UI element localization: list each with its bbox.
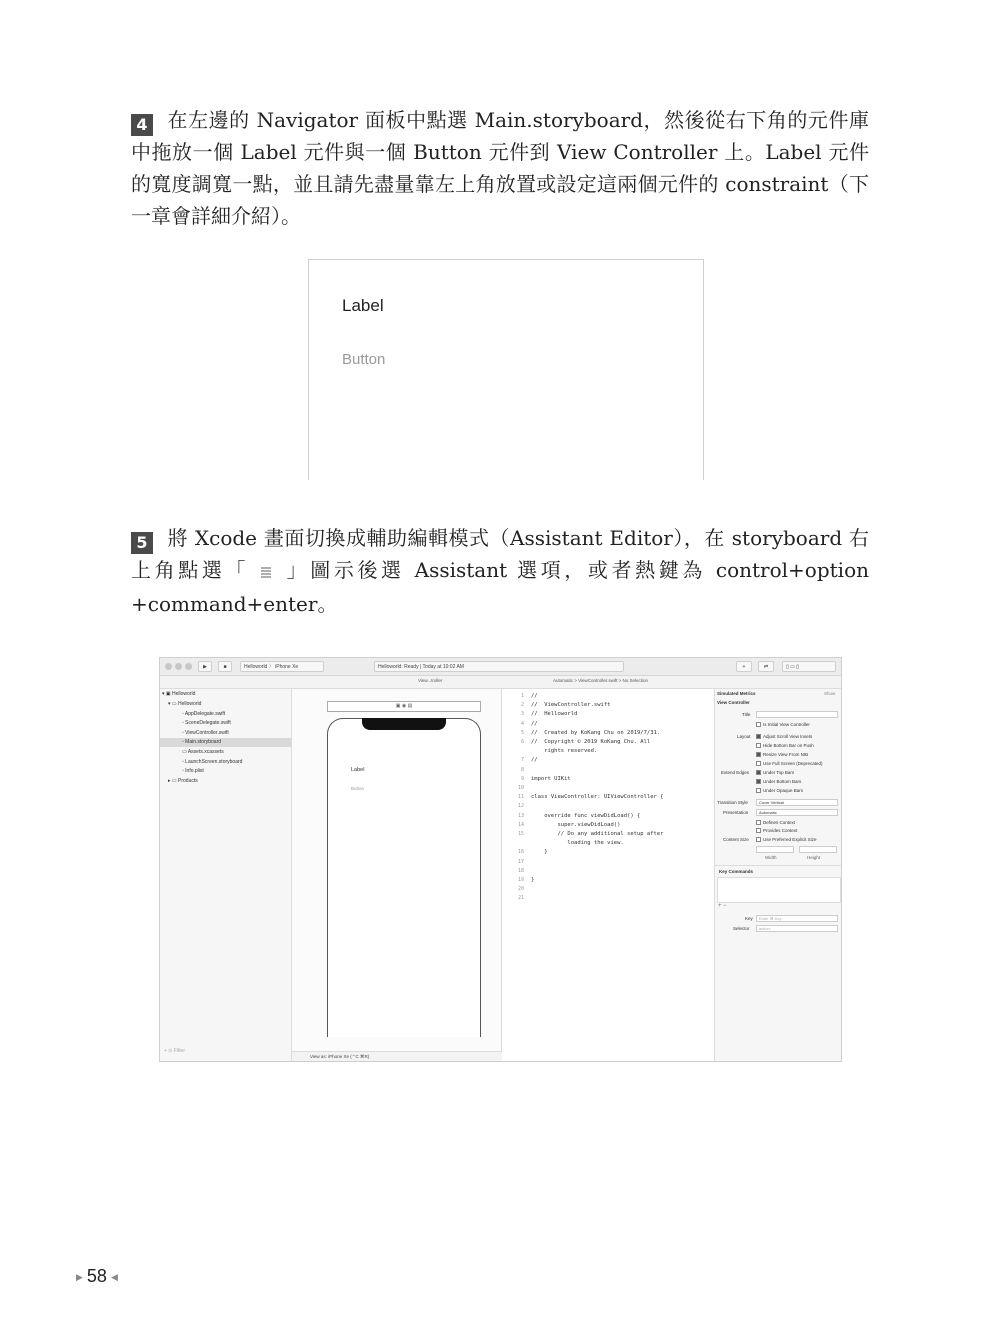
step-number-badge: 4 (131, 114, 153, 136)
line-number: 20 (517, 886, 524, 893)
line-number: 17 (517, 858, 524, 865)
line-number: 4 (520, 720, 524, 727)
nav-label: ViewController.swift (185, 730, 229, 736)
nav-item[interactable]: ◦ ViewController.swift (182, 730, 229, 736)
assistant-editor-icon (259, 556, 273, 588)
add-remove-buttons[interactable]: + − (718, 903, 727, 909)
line-number: 13 (517, 812, 524, 819)
iphone-frame (327, 718, 481, 1037)
nav-label: Main.storyboard (185, 739, 222, 745)
nav-label: Helloworld (178, 701, 202, 707)
insp-height: Height (807, 855, 821, 860)
nav-item[interactable]: ▭ Assets.xcassets (182, 749, 224, 755)
scheme-name: Helloworld (244, 664, 268, 670)
insp-hide-bottom-bar: Hide Bottom Bar on Push (763, 743, 814, 748)
line-number: 9 (520, 775, 524, 782)
hide-bottom-bar-checkbox[interactable] (756, 743, 761, 748)
under-bottom-bars-checkbox[interactable] (756, 779, 761, 784)
insp-under-bottom-bars: Under Bottom Bars (763, 779, 802, 784)
insp-width: Width (765, 855, 777, 860)
line-number: 2 (520, 702, 524, 709)
nav-item[interactable]: ◦ AppDelegate.swift (182, 711, 226, 717)
line-number: 12 (517, 803, 524, 810)
canvas-bottom-bar (292, 1051, 502, 1062)
nav-item[interactable]: ▫ Info.plist (182, 768, 204, 774)
canvas-label[interactable]: Label (351, 767, 365, 773)
is-initial-checkbox[interactable] (756, 722, 761, 727)
canvas-button[interactable]: Button (351, 786, 365, 791)
nav-label: Helloworld (172, 691, 196, 697)
line-number: 14 (517, 821, 524, 828)
nav-label: Assets.xcassets (187, 749, 224, 755)
code-line: } (531, 849, 548, 856)
page-number (72, 1266, 122, 1287)
code-line: rights reserved. (531, 748, 598, 755)
code-line: class ViewController: UIViewController { (531, 794, 664, 801)
line-number: 5 (520, 729, 524, 736)
full-screen-checkbox[interactable] (756, 761, 761, 766)
insp-simulated-metrics: Simulated Metrics (717, 691, 756, 696)
storyboard-canvas[interactable] (292, 689, 502, 1051)
insp-show[interactable]: Show (824, 691, 836, 696)
nav-item[interactable]: ▾ ▭ Helloworld (168, 701, 202, 707)
step-4-text: 在左邊的 Navigator 面板中點選 Main.storyboard，然後從右下角的元件庫中拖放一個 Label 元件與一個 Button 元件到 View Controller 上。Label 元件的寬度調寬一點，並且請先盡量靠左上角放置或設定這兩個元件的 constraint（下一章會詳細介紹）。 (131, 108, 869, 228)
panel-toggles[interactable]: ▯ ▭ ▯ (782, 661, 836, 672)
key-field[interactable]: Enter ⌘ Key (756, 915, 838, 922)
scene-dock[interactable]: ▣ ◉ ▤ (327, 701, 481, 712)
code-line: // ViewController.swift (531, 702, 611, 709)
insp-under-top-bars: Under Top Bars (763, 770, 795, 775)
library-button[interactable]: + (736, 661, 752, 672)
code-line: // (531, 720, 538, 727)
device-name: iPhone Xe (275, 664, 299, 670)
stop-button[interactable]: ■ (218, 661, 232, 672)
nav-label: Info.plist (185, 768, 204, 774)
insp-extend-edges: Extend Edges (721, 770, 750, 775)
code-line: } (531, 877, 535, 883)
insp-key: Key (745, 916, 753, 921)
code-line: // Copyright © 2019 KoKang Chu. All (531, 739, 651, 745)
key-commands-table[interactable] (717, 877, 841, 903)
insp-transition-style: Transition Style (717, 800, 748, 805)
minimize-window-dot[interactable] (175, 663, 182, 670)
nav-label: AppDelegate.swift (184, 711, 226, 717)
xcode-screenshot (159, 657, 842, 1062)
insp-full-screen: Use Full Screen (Deprecated) (763, 761, 823, 766)
insp-content-size: Content Size (723, 837, 749, 842)
preview-button: Button (342, 351, 386, 368)
insp-under-opaque-bars: Under Opaque Bars (763, 788, 804, 793)
insp-resize-view: Resize View From NIB (763, 752, 809, 757)
line-number: 18 (517, 867, 524, 874)
step-4-paragraph (131, 104, 869, 232)
transition-style-select[interactable]: Cover Vertical (756, 799, 838, 806)
activity-status: Helloworld: Ready | Today at 10:02 AM (374, 661, 624, 672)
line-number: 10 (517, 785, 524, 791)
code-line: loading the view. (531, 840, 624, 847)
nav-item[interactable]: ◦ SceneDelegate.swift (182, 720, 231, 726)
code-review-button[interactable]: ⇄ (758, 661, 774, 672)
filter-field[interactable]: + ⊙ Filter (164, 1048, 186, 1054)
filter-placeholder: Filter (173, 1048, 186, 1054)
code-line: // (531, 757, 538, 764)
under-opaque-bars-checkbox[interactable] (756, 788, 761, 793)
divider (715, 865, 841, 866)
step-5-paragraph (131, 522, 869, 620)
nav-label: Products (178, 778, 198, 784)
insp-title-label: Title (742, 712, 751, 717)
defines-context-checkbox[interactable] (756, 820, 761, 825)
line-number: 21 (517, 895, 524, 902)
storyboard-preview (308, 259, 704, 480)
code-line: // Helloworld (531, 711, 578, 718)
page-number-text: 58 (86, 1266, 107, 1286)
line-number: 16 (517, 849, 524, 856)
code-line: // Do any additional setup after (531, 831, 664, 837)
under-top-bars-checkbox[interactable] (756, 770, 761, 775)
insp-selector: Selector (733, 926, 750, 931)
navigator-bar (160, 676, 841, 689)
insp-defines-context: Defines Context (763, 820, 796, 825)
code-jump-bar[interactable]: Automatic > ViewController.swift > No Selection (553, 678, 648, 683)
line-number: 1 (520, 693, 524, 699)
provides-context-checkbox[interactable] (756, 828, 761, 833)
code-line: // Created by KoKang Chu on 2019/7/31. (531, 729, 661, 736)
assistant-code-editor[interactable] (502, 689, 715, 1061)
triangle-right-icon: ▶ (76, 1272, 83, 1282)
view-as-label[interactable]: View as: iPhone Xe (⌃C ⌘R) (310, 1054, 370, 1059)
preview-label: Label (342, 296, 384, 315)
insp-key-commands: Key Commands (719, 869, 754, 874)
line-number: 6 (520, 739, 524, 745)
selector-field[interactable]: action: (756, 925, 838, 932)
line-number: 19 (517, 877, 524, 883)
nav-item[interactable]: ▫ LaunchScreen.storyboard (182, 759, 243, 765)
height-field[interactable] (799, 846, 837, 853)
resize-view-checkbox[interactable] (756, 752, 761, 757)
adjust-scroll-checkbox[interactable] (756, 734, 761, 739)
line-number: 7 (520, 757, 524, 764)
insp-layout-label: Layout (737, 734, 751, 739)
step-5-text-b: 」圖示後選 Assistant 選項，或者熱鍵為 control+option +command+enter。 (131, 558, 870, 616)
attributes-inspector (715, 689, 841, 1061)
step-5-text-a: 將 Xcode 畫面切換成輔助編輯模式（Assistant Editor），在 storyboard 右上角點選「 (131, 526, 869, 582)
iphone-notch (362, 718, 446, 730)
code-line: super.viewDidLoad() (531, 821, 621, 828)
nav-label: SceneDelegate.swift (185, 720, 231, 726)
insp-view-controller: View Controller (717, 700, 750, 705)
code-line: override func viewDidLoad() { (531, 812, 641, 819)
insp-adjust-scroll: Adjust Scroll View Insets (763, 734, 813, 739)
insp-provides-context: Provides Context (763, 828, 798, 833)
scheme-selector[interactable]: Helloworld 〉 iPhone Xe (240, 661, 324, 672)
nav-label: LaunchScreen.storyboard (185, 759, 243, 765)
code-line: // (531, 693, 538, 699)
presentation-select[interactable]: Automatic (756, 809, 838, 816)
run-button[interactable]: ▶ (198, 661, 212, 672)
xcode-toolbar (160, 658, 841, 676)
triangle-left-icon: ◀ (110, 1272, 118, 1282)
insp-use-preferred: Use Preferred Explicit Size (763, 837, 817, 842)
zoom-window-dot[interactable] (185, 663, 192, 670)
use-preferred-checkbox[interactable] (756, 837, 761, 842)
insp-is-initial: Is Initial View Controller (763, 722, 810, 727)
line-number: 3 (520, 711, 524, 718)
nav-item[interactable]: ▾ ▣ Helloworld (162, 691, 196, 697)
nav-item[interactable]: ▸ ▭ Products (168, 778, 198, 784)
close-window-dot[interactable] (165, 663, 172, 670)
canvas-jump-bar[interactable]: View...troller (418, 678, 443, 683)
code-line: import UIKit (531, 775, 571, 782)
step-number-badge: 5 (131, 532, 153, 554)
title-field[interactable] (756, 711, 838, 718)
line-number: 8 (520, 766, 524, 773)
insp-presentation: Presentation (723, 810, 749, 815)
line-number: 11 (517, 794, 524, 801)
nav-item-selected[interactable]: ▫ Main.storyboard (160, 738, 291, 747)
width-field[interactable] (756, 846, 794, 853)
project-navigator (160, 689, 292, 1061)
line-number: 15 (517, 831, 524, 837)
